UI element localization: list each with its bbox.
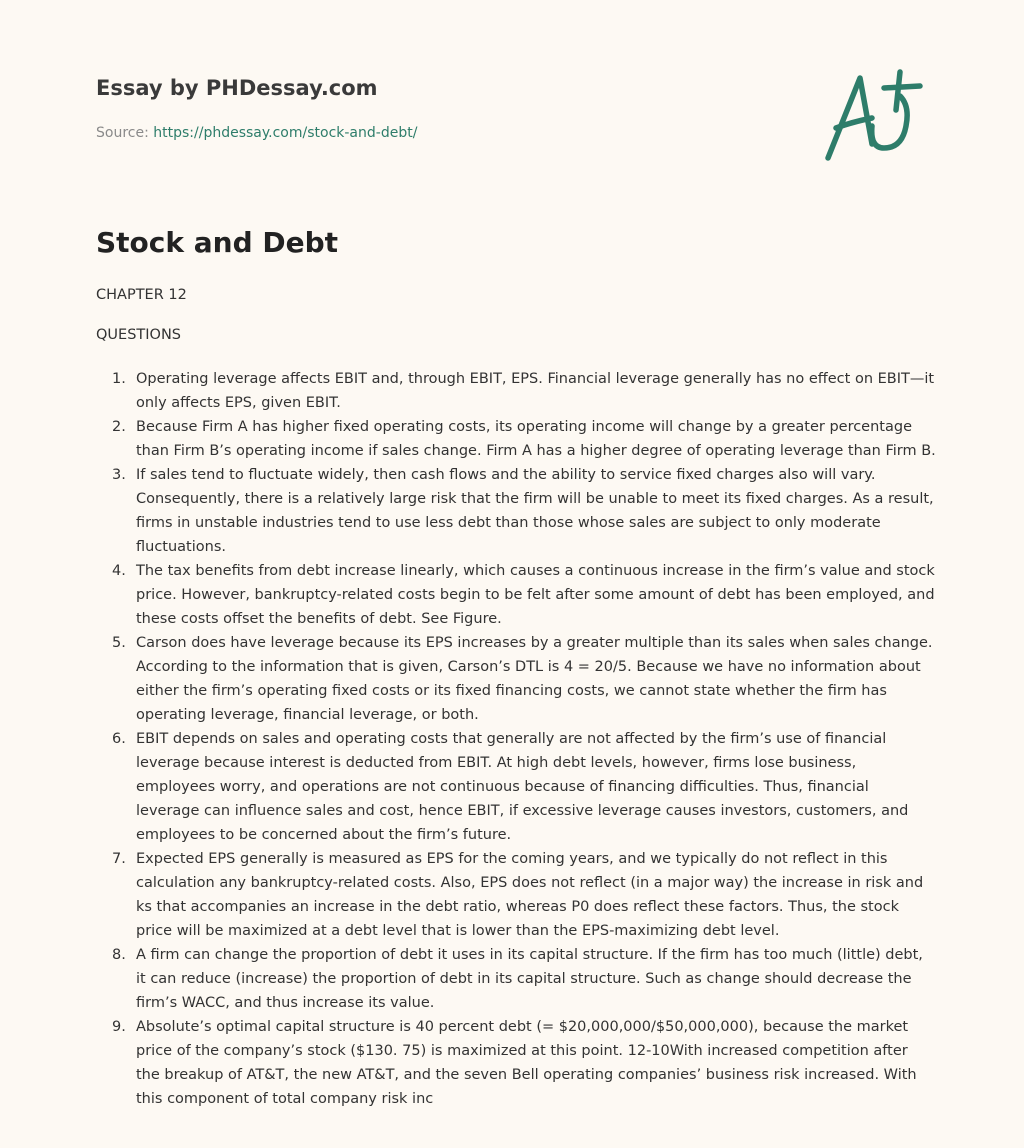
list-item-number: 6. [112, 731, 126, 747]
list-item-text: Operating leverage affects EBIT and, through EBIT, EPS. Financial leverage generally has no effect on EBIT—it only affects EPS, given EBIT. [136, 371, 935, 411]
document-title: Stock and Debt [96, 226, 339, 259]
list-item-text: Absolute’s optimal capital structure is 40 percent debt (= $20,000,000/$50,000,000), because the market price of the company’s stock ($130. 75) is maximized at this point. 12-10With increased competition after the breakup of AT&T, the new AT&T, and the seven Bell operating companies’ business risk increased. With this component of total company risk inc [136, 1019, 917, 1107]
list-item-text: Expected EPS generally is measured as EPS for the coming years, and we typically do not reflect in this calculation any bankruptcy-related costs. Also, EPS does not reflect (in a major way) the increase in risk and ks that accompanies an increase in the debt ratio, whereas P0 does reflect these factors. Thus, the stock price will be maximized at a debt level that is lower than the EPS-maximizing debt level. [136, 851, 924, 939]
list-item-number: 2. [112, 419, 126, 435]
list-item-text: EBIT depends on sales and operating costs that generally are not affected by the firm’s use of financial leverage because interest is deducted from EBIT. At high debt levels, however, firms lose business, employees worry, and operations are not continuous because of financing difficulties. Thus, financial leverage can influence sales and cost, hence EBIT, if excessive leverage causes investors, customers, and employees to be concerned about the firm’s future. [136, 731, 909, 843]
section-heading: QUESTIONS [96, 327, 181, 343]
question-list [96, 367, 936, 1111]
source-link[interactable]: https://phdessay.com/stock-and-debt/ [153, 125, 418, 141]
list-item [96, 463, 936, 559]
list-item-text: Because Firm A has higher fixed operating costs, its operating income will change by a greater percentage than Firm B’s operating income if sales change. Firm A has a higher degree of operating leverage than Firm B. [136, 419, 936, 459]
list-item [96, 559, 936, 631]
list-item-number: 5. [112, 635, 126, 651]
source-line [96, 125, 417, 141]
list-item [96, 631, 936, 727]
list-item [96, 415, 936, 463]
a-plus-logo-icon [822, 66, 928, 166]
list-item [96, 367, 936, 415]
list-item-text: The tax benefits from debt increase linearly, which causes a continuous increase in the firm’s value and stock price. However, bankruptcy-related costs begin to be felt after some amount of debt has been employed, and these costs offset the benefits of debt. See Figure. [136, 563, 935, 627]
list-item-number: 8. [112, 947, 126, 963]
list-item-number: 3. [112, 467, 126, 483]
list-item-text: If sales tend to fluctuate widely, then cash flows and the ability to service fixed charges also will vary. Consequently, there is a relatively large risk that the firm will be unable to meet its fixed charges. As a result, firms in unstable industries tend to use less debt than those whose sales are subject to only moderate fluctuations. [136, 467, 934, 555]
list-item-number: 7. [112, 851, 126, 867]
chapter-heading: CHAPTER 12 [96, 287, 187, 303]
list-item [96, 1015, 936, 1111]
list-item-number: 1. [112, 371, 126, 387]
source-label: Source: [96, 125, 154, 141]
list-item-text: Carson does have leverage because its EPS increases by a greater multiple than its sales when sales change. According to the information that is given, Carson’s DTL is 4 = 20/5. Because we have no information about either the firm’s operating fixed costs or its fixed financing costs, we cannot state whether the firm has operating leverage, financial leverage, or both. [136, 635, 933, 723]
list-item-text: A firm can change the proportion of debt it uses in its capital structure. If the firm has too much (little) debt, it can reduce (increase) the proportion of debt in its capital structure. Such as change should decrease the firm’s WACC, and thus increase its value. [136, 947, 923, 1011]
list-item [96, 943, 936, 1015]
list-item-number: 9. [112, 1019, 126, 1035]
list-item [96, 847, 936, 943]
list-item-number: 4. [112, 563, 126, 579]
list-item [96, 727, 936, 847]
brand-title: Essay by PHDessay.com [96, 76, 378, 100]
